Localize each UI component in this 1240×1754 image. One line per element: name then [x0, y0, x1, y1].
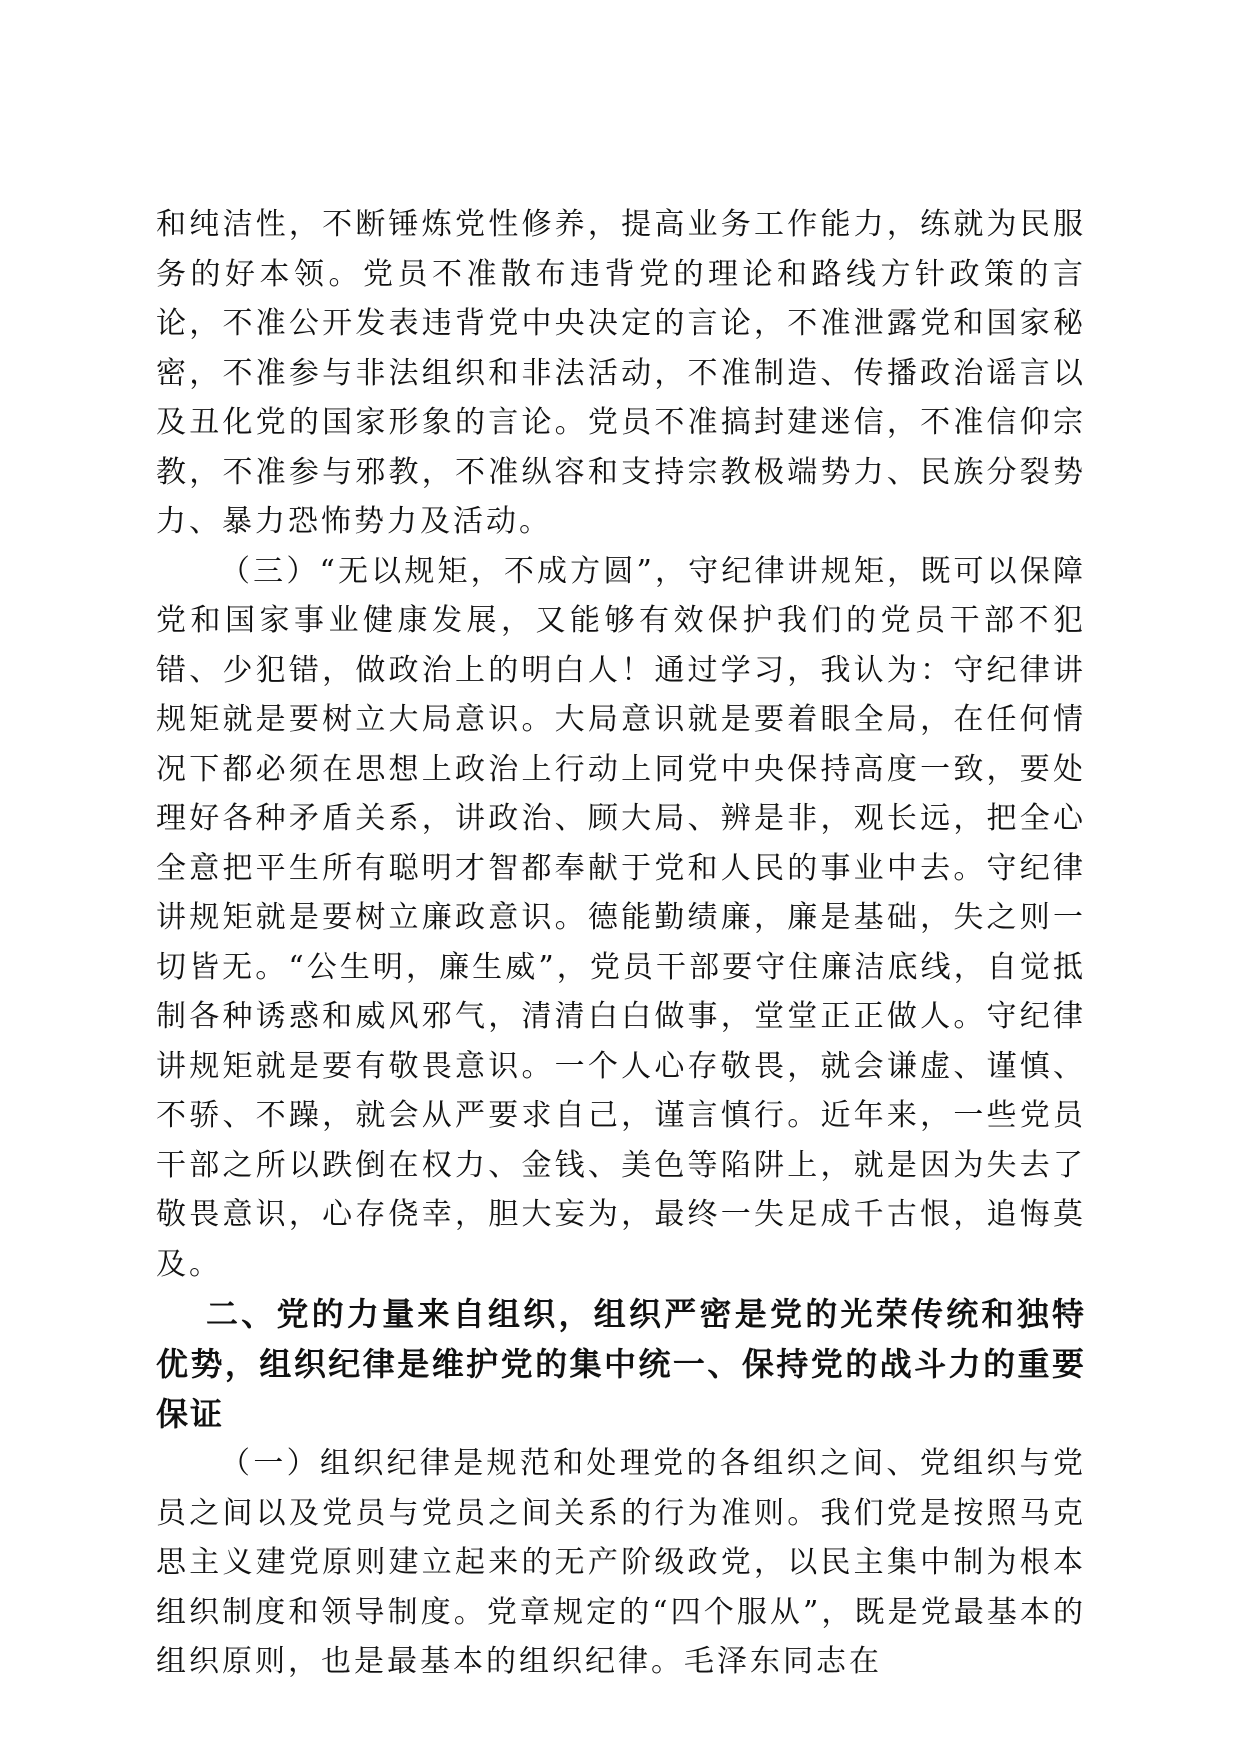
body-paragraph-section-one: （一）组织纪律是规范和处理党的各组织之间、党组织与党员之间以及党员与党员之间关系的行为准则。我们党是按照马克思主义建党原则建立起来的无产阶级政党，以民主集中制为根本组织制度和领导制度。党章规定的“四个服从”，既是党最基本的组织原则，也是最基本的组织纪律。毛泽东同志在: [156, 1446, 1086, 1679]
body-paragraph-section-three: （三）“无以规矩，不成方圆”，守纪律讲规矩，既可以保障党和国家事业健康发展，又能够有效保护我们的党员干部不犯错、少犯错，做政治上的明白人！通过学习，我认为：守纪律讲规矩就是要树立大局意识。大局意识就是要着眼全局，在任何情况下都必须在思想上政治上行动上同党中央保持高度一致，要处理好各种矛盾关系，讲政治、顾大局、辨是非，观长远，把全心全意把平生所有聪明才智都奉献于党和人民的事业中去。守纪律讲规矩就是要树立廉政意识。德能勤绩廉，廉是基础，失之则一切皆无。“公生明，廉生威”，党员干部要守住廉洁底线，自觉抵制各种诱惑和威风邪气，清清白白做事，堂堂正正做人。守纪律讲规矩就是要有敬畏意识。一个人心存敬畏，就会谦虚、谨慎、不骄、不躁，就会从严要求自己，谨言慎行。近年来，一些党员干部之所以跌倒在权力、金钱、美色等陷阱上，就是因为失去了敬畏意识，心存侥幸，胆大妄为，最终一失足成千古恨，追悔莫及。: [156, 553, 1086, 1282]
section-heading-two: 二、党的力量来自组织，组织严密是党的光荣传统和独特优势，组织纪律是维护党的集中统一、保持党的战斗力的重要保证: [156, 1295, 1086, 1433]
body-paragraph-continued: 和纯洁性，不断锤炼党性修养，提高业务工作能力，练就为民服务的好本领。党员不准散布违背党的理论和路线方针政策的言论，不准公开发表违背党中央决定的言论，不准泄露党和国家秘密，不准参与非法组织和非法活动，不准制造、传播政治谣言以及丑化党的国家形象的言论。党员不准搞封建迷信，不准信仰宗教，不准参与邪教，不准纵容和支持宗教极端势力、民族分裂势力、暴力恐怖势力及活动。: [156, 207, 1086, 539]
document-page: [156, 200, 1086, 1687]
